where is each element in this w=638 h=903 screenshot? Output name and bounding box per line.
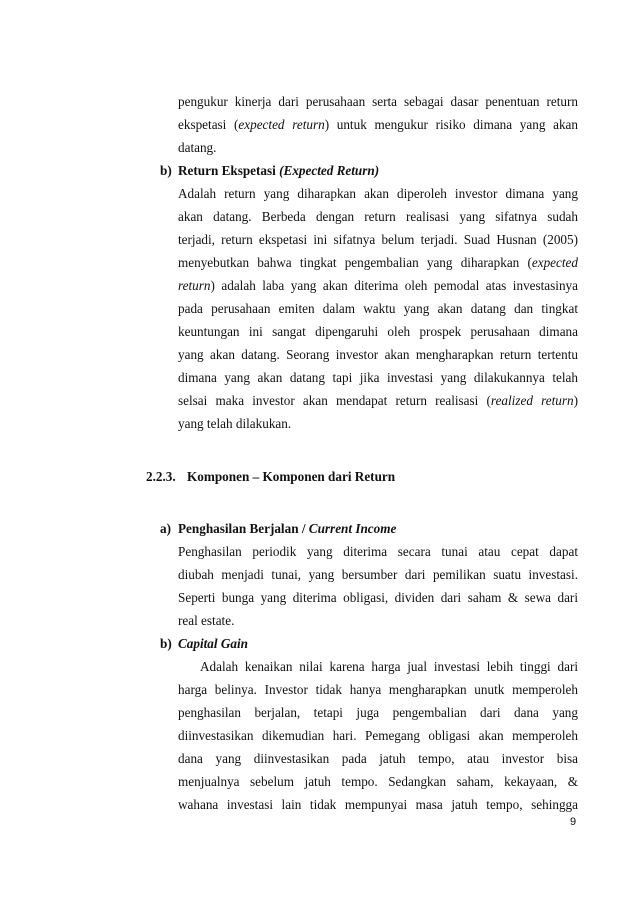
item-b2-title: Capital Gain <box>178 636 248 651</box>
item-a-marker: a) <box>160 521 171 536</box>
item-b2-line-4: diinvestasikan dikemudian hari. Pemegang obligasi akan memperoleh <box>178 728 578 743</box>
section-number: 2.2.3. <box>146 469 176 484</box>
item-b1-line-10-a: selsai maka investor akan mendapat return realisasi ( <box>178 393 491 408</box>
item-b1-line-11: yang telah dilakukan. <box>178 416 292 431</box>
item-b1-line-5 <box>178 278 578 294</box>
item-b2-line-6: menjualnya sebelum jatuh tempo. Sedangkan saham, kekayaan, & <box>178 774 578 789</box>
item-a-title-italic: Current Income <box>308 521 397 536</box>
item-b1-line-10-italic: realized return <box>490 393 574 408</box>
item-b1-line-2: akan datang. Berbeda dengan return realisasi yang sifatnya sudah <box>178 209 578 224</box>
item-a-line-1: Penghasilan periodik yang diterima secara tunai atau cepat dapat <box>178 544 578 559</box>
item-b1-title-italic: (Expected Return) <box>279 163 380 178</box>
intro-line-2-italic: expected return <box>238 117 325 132</box>
item-b2-line-2: harga belinya. Investor tidak hanya mengharapkan unutk memperoleh <box>178 682 578 697</box>
item-b2-marker: b) <box>160 636 172 651</box>
item-b2-line-3: penghasilan berjalan, tetapi juga pengembalian dari dana yang <box>178 705 578 720</box>
item-b1-line-4-a: menyebutkan bahwa tingkat pengembalian yang diharapkan ( <box>178 255 532 270</box>
item-b2-line-5: dana yang diinvestasikan pada jatuh tempo, atau investor bisa <box>178 751 578 766</box>
intro-line-2-a: ekspetasi ( <box>178 117 239 132</box>
item-b1-line-8: yang akan datang. Seorang investor akan mengharapkan return tertentu <box>178 347 578 362</box>
item-a-line-2: diubah menjadi tunai, yang bersumber dari pemilikan suatu investasi. <box>178 567 578 582</box>
item-b1-line-4-italic: expected <box>531 255 578 270</box>
item-a-line-3: Seperti bunga yang diterima obligasi, dividen dari saham & sewa dari <box>178 590 578 605</box>
item-b1-title: Return Ekspetasi <box>178 163 276 178</box>
item-b1-line-10 <box>178 393 578 409</box>
item-b2-line-7: wahana investasi lain tidak mempunyai masa jatuh tempo, sehingga <box>178 797 578 812</box>
item-b1-line-4 <box>178 255 578 271</box>
item-a-line-4: real estate. <box>178 613 235 628</box>
section-title: Komponen – Komponen dari Return <box>187 469 396 484</box>
item-a-title: Penghasilan Berjalan / <box>178 521 306 536</box>
intro-line-3: datang. <box>178 140 217 155</box>
item-b1-line-5-c: ) adalah laba yang akan diterima oleh pemodal atas investasinya <box>210 278 578 293</box>
intro-line-1: pengukur kinerja dari perusahaan serta sebagai dasar penentuan return <box>178 94 578 109</box>
item-b1-marker: b) <box>160 163 172 178</box>
intro-line-2-c: ) untuk mengukur risiko dimana yang akan <box>324 117 578 132</box>
item-b1-line-5-italic: return <box>178 278 211 293</box>
item-b1-heading <box>178 163 379 179</box>
item-b1-line-10-c: ) <box>573 393 578 408</box>
intro-line-2 <box>178 117 578 133</box>
item-b1-line-3: terjadi, return ekspetasi ini sifatnya belum terjadi. Suad Husnan (2005) <box>178 232 578 247</box>
item-b1-line-7: keuntungan ini sangat dipengaruhi oleh prospek perusahaan dimana <box>178 324 578 339</box>
item-a-heading <box>178 521 396 537</box>
item-b1-line-9: dimana yang akan datang tapi jika investasi yang dilakukannya telah <box>178 370 578 385</box>
item-b2-line-1: Adalah kenaikan nilai karena harga jual investasi lebih tinggi dari <box>200 659 578 674</box>
item-b1-line-1: Adalah return yang diharapkan akan diperoleh investor dimana yang <box>178 186 578 201</box>
item-b1-line-6: pada perusahaan emiten dalam waktu yang akan datang dan tingkat <box>178 301 578 316</box>
page-number: 9 <box>570 816 577 828</box>
